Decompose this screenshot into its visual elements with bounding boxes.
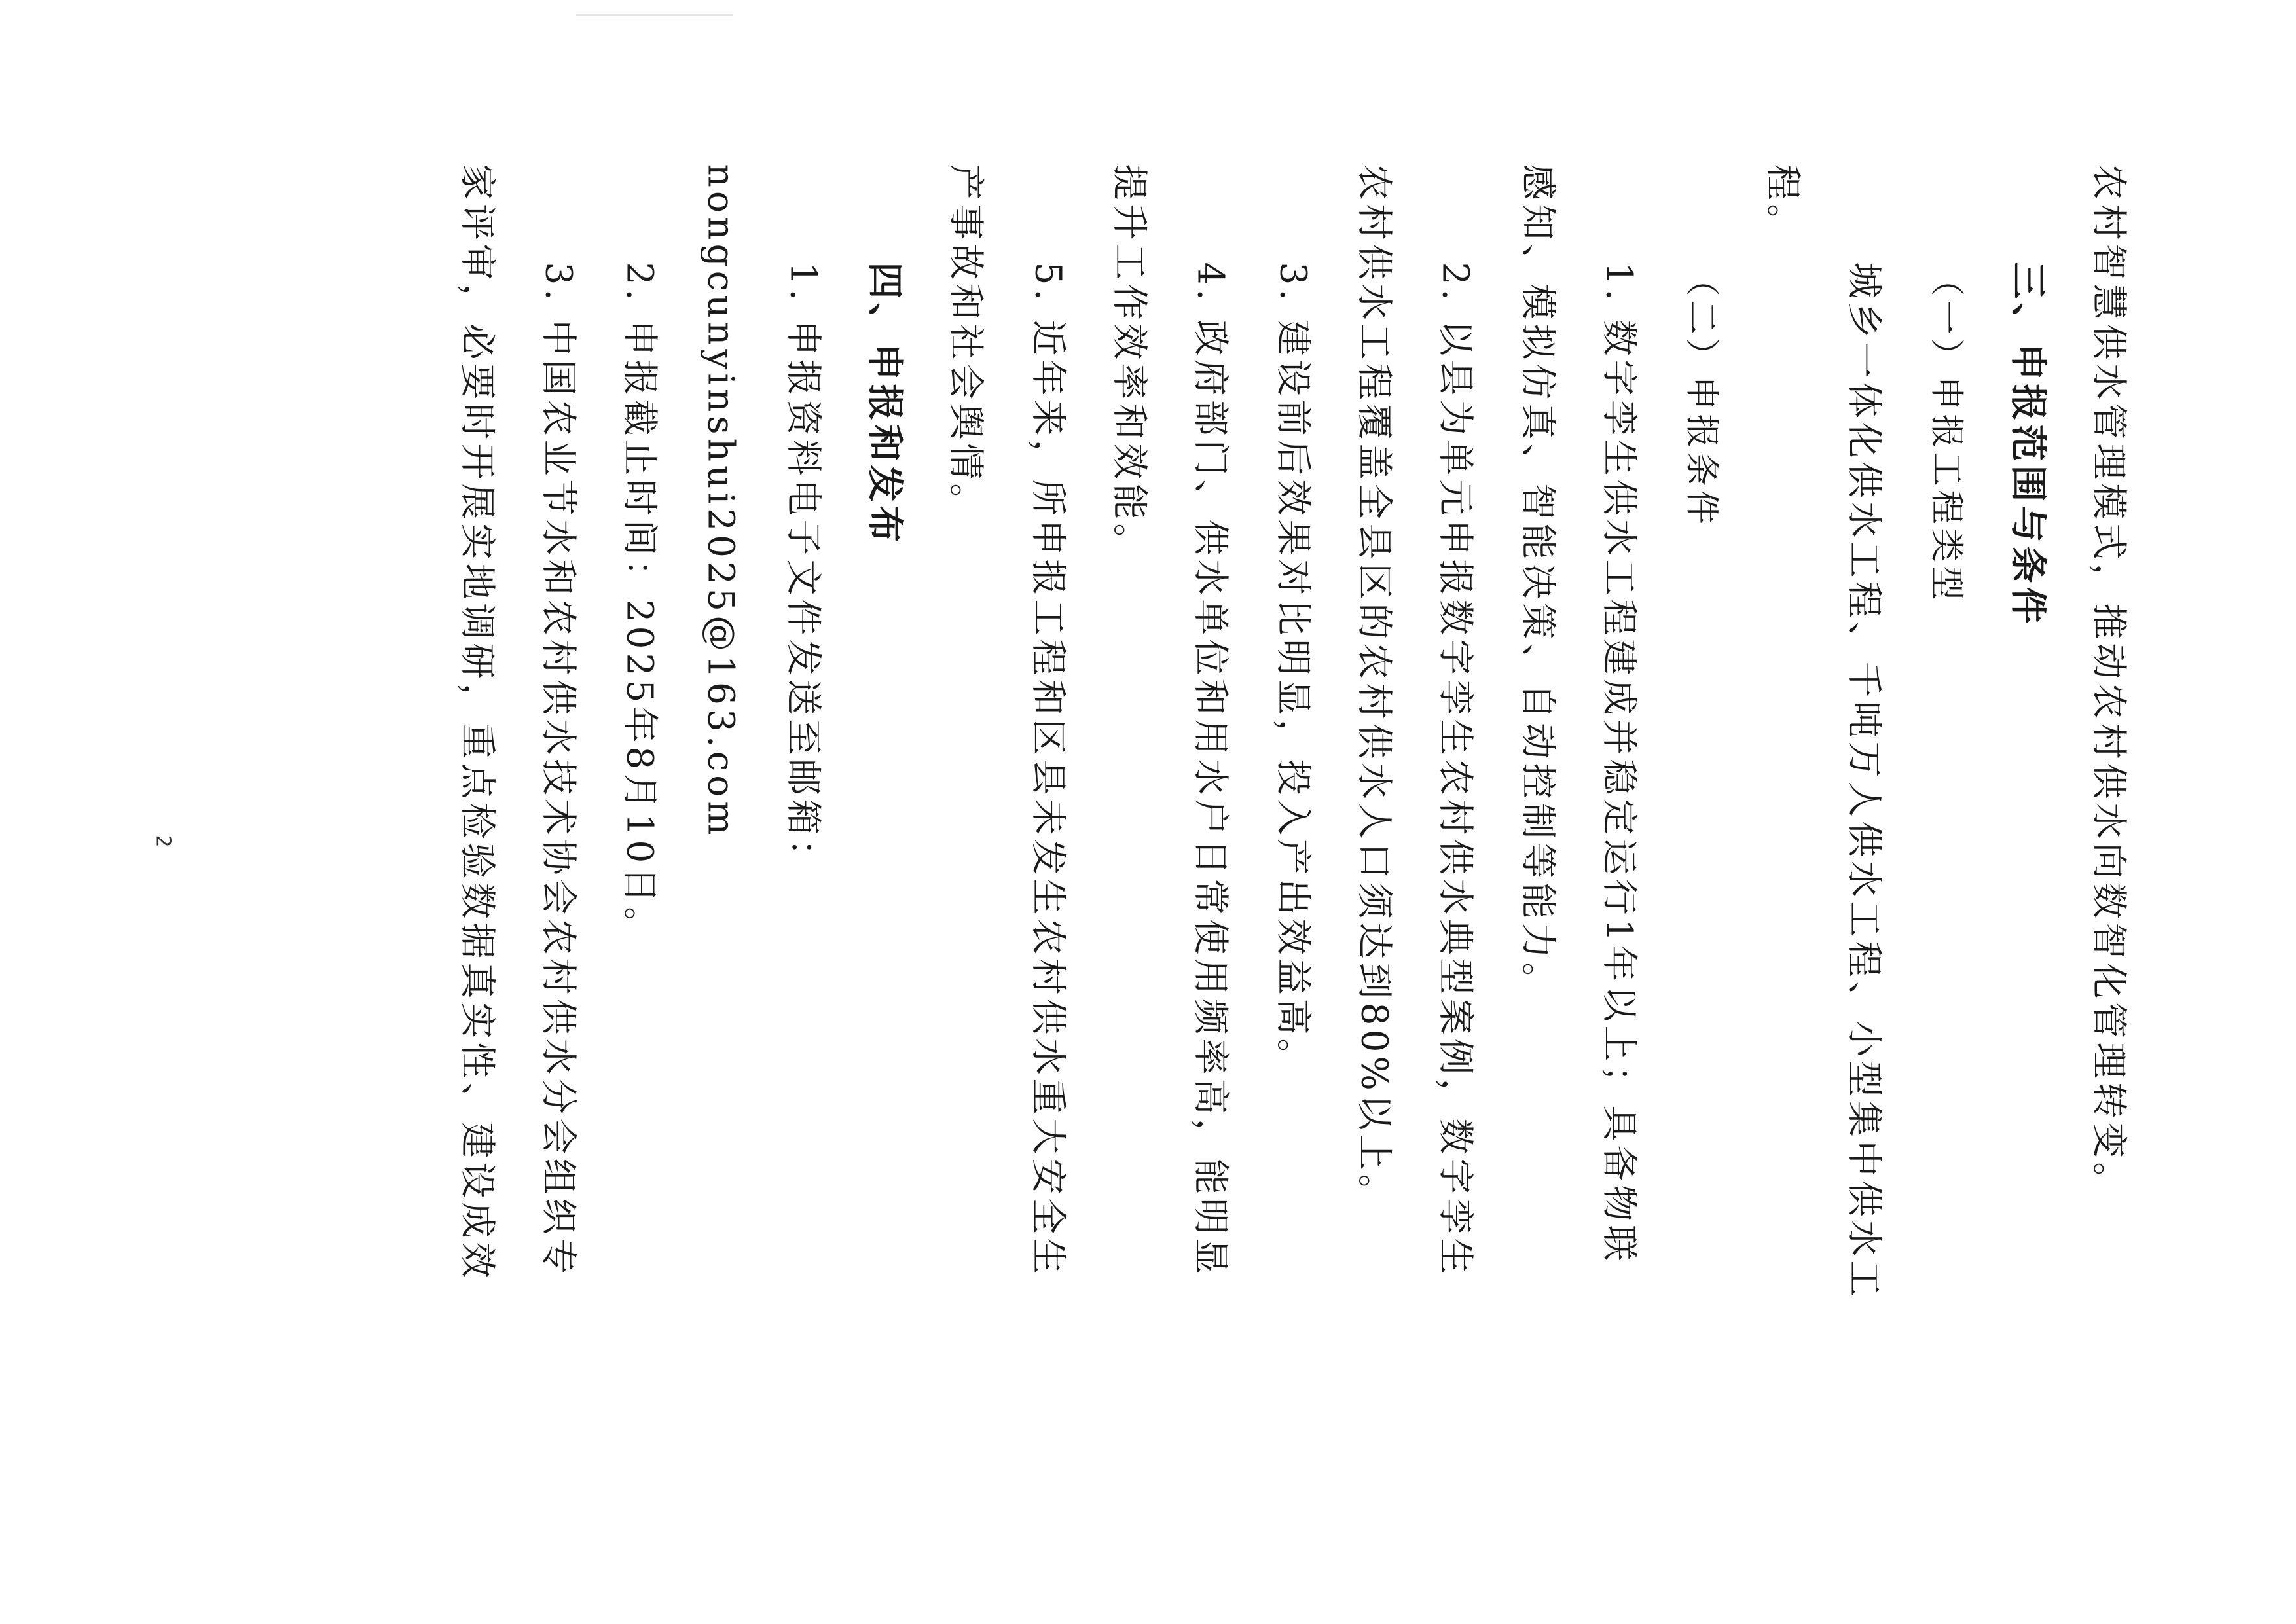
paragraph-line: 城乡一体化供水工程、千吨万人供水工程、小型集中供水工 (1843, 262, 1886, 1301)
paragraph-line: 5. 近年来，所申报工程和区县未发生农村供水重大安全生 (1027, 262, 1070, 1278)
paragraph-line: 感知、模拟仿真、智能决策、自动控制等能力。 (1517, 164, 1559, 1003)
paragraph-line: 2. 以县为单元申报数字孪生农村供水典型案例，数字孪生 (1434, 262, 1477, 1278)
paragraph-line: 2. 申报截止时间：2025年8月10日。 (619, 262, 661, 947)
paragraph-line: 1. 申报资料电子文件发送至邮箱： (782, 262, 825, 879)
document-body (0, 1, 2296, 1624)
paragraph-line: 家评审，必要时开展实地调研，重点检验数据真实性、建设成效 (456, 164, 499, 1282)
paragraph-line: 程。 (1762, 164, 1804, 244)
section-heading: 三、申报范围与条件 (2006, 262, 2049, 628)
paragraph-line: 产事故和社会舆情。 (945, 164, 987, 524)
paragraph-line: 提升工作效率和效能。 (1108, 164, 1151, 564)
subsection-heading: （二）申报条件 (1681, 262, 1721, 528)
page-number: 2 (151, 835, 175, 848)
rotated-page-content (0, 1, 2296, 1624)
subsection-heading: （一）申报工程类型 (1926, 262, 1966, 604)
paragraph-line: 农村供水工程覆盖全县区的农村供水人口须达到80%以上。 (1353, 164, 1396, 1214)
paragraph-line: 4. 政府部门、供水单位和用水户日常使用频率高，能明显 (1190, 262, 1232, 1278)
section-heading: 四、申报和发布 (863, 262, 906, 547)
paragraph-line: 3. 中国农业节水和农村供水技术协会农村供水分会组织专 (538, 262, 580, 1278)
paragraph-line: 农村智慧供水管理模式，推动农村供水向数智化管理转变。 (2088, 164, 2130, 1202)
email-address: nongcunyinshui2025@163.com (700, 164, 742, 839)
paragraph-line: 3. 建设前后效果对比明显，投入产出效益高。 (1272, 262, 1315, 1079)
paragraph-line: 1. 数字孪生供水工程建成并稳定运行1年以上；具备物联 (1598, 262, 1641, 1265)
